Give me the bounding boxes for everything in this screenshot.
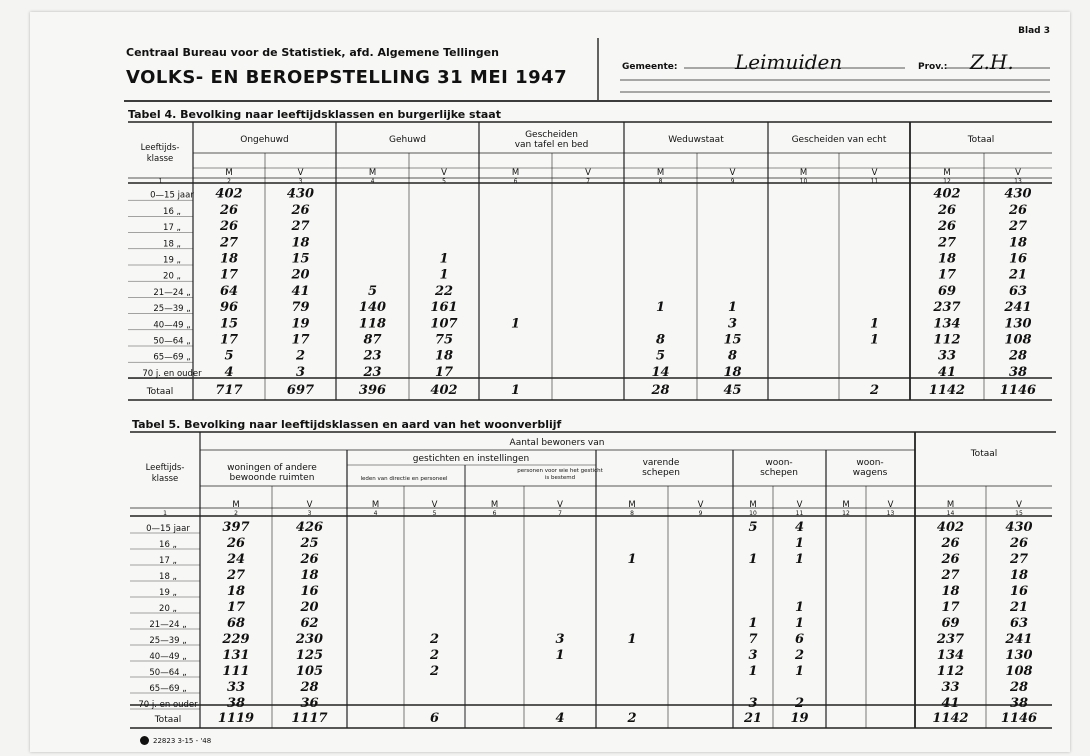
table4-mv-label: M [225,168,233,178]
table4-mv-label: M [368,168,377,178]
table4-column-number: 8 [658,178,663,185]
table5-cell: 430 [1005,520,1033,535]
print-code [140,736,211,745]
table5-cell: 1 [748,664,758,679]
table4-cell: 26 [219,202,239,218]
table5-cell: 63 [1009,616,1029,631]
table4-cell: 18 [291,235,310,251]
table4-cell: 17 [291,332,310,348]
table4-total-cell: 1 [510,383,521,398]
table5-group-header: schepen [760,468,798,478]
table4-age-header: Leeftijds- [140,143,180,153]
table5-column-number: 15 [1015,510,1023,517]
table5-cell: 26 [941,536,960,551]
table5-cell: 24 [226,552,246,567]
table5-age-label: 17 „ [159,556,177,566]
table4-cell: 1 [727,300,738,316]
table4-cell: 108 [1004,332,1032,348]
table4-cell: 18 [434,348,454,364]
table4-cell: 64 [219,283,239,299]
table4-cell: 22 [434,283,454,299]
table5-age-label: 21—24 „ [149,620,187,630]
table4-age-label: 70 j. en ouder [142,368,202,379]
table5-cell: 20 [300,600,319,615]
table5-cell: 69 [941,616,960,631]
table5-column-number: 14 [946,510,955,517]
table4-cell: 15 [723,332,742,348]
table4-cell: 402 [215,186,243,202]
table4-mv-label: M [943,168,951,178]
table4-mv-label: V [441,168,447,178]
table5-cell: 397 [222,520,250,535]
table4-cell: 118 [358,316,387,332]
table5-cell: 62 [300,616,319,631]
table5-age-label: 70 j. en ouder [138,700,198,710]
table5-cell: 3 [748,648,758,663]
table4-mv-label: M [511,168,520,178]
table5-column-number: 5 [432,510,437,517]
table5-cell: 38 [226,696,246,711]
table4-cell: 237 [933,300,961,316]
table4-cell: 27 [291,219,310,235]
table4-cell: 18 [937,251,957,267]
table5-cell: 1 [794,600,805,615]
table4-column-number: 9 [730,178,735,185]
table5-cell: 105 [295,664,324,679]
table5-subgroup-header: personen voor wie het gesticht [517,468,603,474]
table5-column-number: 1 [163,510,167,517]
table5-total-cell: 19 [790,711,809,726]
table4-total-cell: 697 [286,383,315,398]
table5-total-cell: 1142 [932,711,969,726]
table4-cell: 27 [219,235,239,251]
table4-cell: 18 [723,364,742,380]
table5-cell: 111 [222,664,250,679]
table5-age-label: 50—64 „ [149,668,187,678]
table4-group-header: Gescheiden [525,130,578,140]
table4-cell: 27 [1008,219,1028,235]
table5-age-label: 25—39 „ [149,636,187,646]
table5-mv-label: V [796,500,803,510]
table4-column-number: 7 [586,178,590,185]
table5-cell: 7 [748,632,758,647]
table4-column-number: 1 [158,178,163,185]
table4-mv-label: V [1015,168,1021,178]
table5-column-number: 3 [307,510,312,517]
table4-column-number: 6 [513,178,518,185]
table5-cell: 21 [1009,600,1029,615]
table5-group-header: gestichten en instellingen [412,454,530,464]
table4-cell: 96 [219,300,239,316]
print-code-text: 22823 3-15 - '48 [153,736,212,745]
table4-cell: 41 [291,283,310,299]
table5-total-label: Totaal [154,715,182,725]
table4-cell: 241 [1004,300,1032,316]
table4-cell: 20 [291,267,310,283]
table5-total-cell: 1119 [217,711,255,726]
table5-cell: 25 [300,536,319,551]
table5-subgroup-header: leden van directie en personeel [360,476,448,482]
table5-cell: 1 [794,536,805,551]
table5-cell: 3 [748,696,758,711]
table5-column-number: 6 [492,510,497,517]
table5-total-cell: 2 [627,711,637,726]
table4-cell: 1 [869,316,880,332]
table4-group-header: Weduwstaat [668,135,724,145]
form-drawing [30,12,1070,752]
table5-column-number: 10 [749,510,757,517]
table5-cell: 1 [794,664,805,679]
table4-group-header: Totaal [967,135,995,145]
table4-age-label: 20 „ [163,271,181,282]
table4-mv-label: M [799,168,808,178]
table5-cell: 33 [941,680,960,695]
table4-column-number: 11 [870,178,879,185]
table5-total-cell: 1146 [1000,711,1038,726]
province-value: Z.H. [970,50,1014,74]
table4-cell: 1 [439,267,449,283]
table4-age-label: 65—69 „ [153,352,191,363]
table5-mv-label: M [749,500,757,510]
table4-column-number: 2 [227,178,231,185]
form-title: VOLKS- EN BEROEPSTELLING 31 MEI 1947 [126,67,568,88]
table5-cell: 131 [222,648,250,663]
table4-cell: 161 [430,300,458,316]
table4-cell: 430 [286,186,315,202]
table5-column-number: 8 [630,510,634,517]
table5-cell: 18 [226,584,246,599]
table5-mv-label: V [306,500,313,510]
table4-total-cell: 28 [651,383,670,398]
province-label: Prov.: [918,62,948,72]
table5-cell: 1 [627,632,637,647]
sheet-number: Blad 3 [1018,26,1050,36]
table5-cell: 18 [941,584,960,599]
table5-group-header: wagens [852,468,888,478]
table5-cell: 426 [295,520,324,535]
table4-age-label: 0—15 jaar [150,190,194,201]
table5-group-header: woningen of andere [227,463,317,473]
table4-cell: 3 [295,364,306,380]
table5-column-number: 2 [234,510,238,517]
table4-cell: 26 [219,219,239,235]
table5-cell: 28 [300,680,319,695]
table5-mv-label: V [557,500,563,510]
table4-cell: 21 [1008,267,1028,283]
table5-total-cell: 6 [429,711,440,726]
table4-group-header: Gescheiden van echt [791,135,887,145]
table4-age-label: 16 „ [163,206,181,217]
table5-mv-label: V [1016,500,1022,510]
table4-cell: 15 [219,316,239,332]
table4-mv-label: V [871,168,878,178]
table5-cell: 41 [941,696,960,711]
table5-cell: 6 [794,632,805,647]
table5-super-header: Aantal bewoners van [509,438,605,448]
table4-age-label: 21—24 „ [153,287,191,298]
table5-age-header: Leeftijds- [145,463,185,473]
table5-cell: 5 [748,520,758,535]
table4-total-cell: 1146 [999,383,1037,398]
table5-cell: 2 [429,648,440,663]
table4-cell: 18 [219,251,239,267]
table5-mv-label: M [371,500,380,510]
table5-age-header: klasse [151,474,179,484]
table5-cell: 38 [1009,696,1029,711]
table5-cell: 134 [936,648,965,663]
table5-column-number: 9 [698,510,703,517]
table4-group-header: Ongehuwd [240,135,289,145]
table5-mv-label: M [628,500,636,510]
table4-cell: 8 [655,332,666,348]
table5-mv-label: M [490,500,499,510]
table4-mv-label: V [297,168,304,178]
table4-column-number: 12 [943,178,951,185]
table5-age-label: 65—69 „ [149,684,187,694]
table5-cell: 1 [627,552,637,567]
table5-mv-label: V [697,500,704,510]
table4-cell: 5 [224,348,234,364]
table4-age-label: 25—39 „ [153,304,191,315]
table4-total-cell: 45 [723,383,742,398]
table4-column-number: 10 [799,178,808,185]
table4-age-label: 19 „ [163,255,181,266]
table5-cell: 237 [936,632,965,647]
table4-cell: 26 [937,202,957,218]
table4-group-header: Gehuwd [389,135,426,145]
table5-total-cell: 21 [743,711,763,726]
table5-title: Tabel 5. Bevolking naar leeftijdsklassen en aard van het woonverblijf [132,418,562,431]
table4-cell: 26 [291,202,310,218]
table4-cell: 38 [1008,364,1028,380]
table5-mv-label: M [842,500,850,510]
table5-total-cell: 1117 [291,711,328,726]
table4-cell: 17 [219,267,239,283]
table4-cell: 75 [434,332,454,348]
table4-age-label: 18 „ [163,239,181,250]
table5-cell: 28 [1009,680,1029,695]
table5-column-number: 7 [558,510,562,517]
table5-cell: 33 [226,680,246,695]
table5-column-number: 4 [373,510,378,517]
table5-mv-label: M [946,500,955,510]
table4-cell: 1 [655,300,666,316]
table5-cell: 26 [300,552,319,567]
table4-cell: 5 [367,283,378,299]
table5-cell: 112 [936,664,965,679]
table5-cell: 27 [941,568,960,583]
table4-cell: 33 [937,348,957,364]
table4-total-cell: 402 [430,383,458,398]
table5-subgroup-header: is bestemd [544,475,576,481]
table4-total-label: Totaal [146,387,174,397]
table5-cell: 125 [295,648,324,663]
table5-cell: 26 [226,536,246,551]
table5-mv-label: V [887,500,894,510]
table5-cell: 27 [226,568,246,583]
table4-age-header: klasse [146,154,174,164]
table5-cell: 16 [1009,584,1029,599]
table4-cell: 1 [510,316,521,332]
table4-cell: 5 [655,348,666,364]
table4-cell: 23 [363,348,382,364]
table4-cell: 2 [295,348,306,364]
table5-total-cell: 4 [555,711,565,726]
table5-age-label: 20 „ [159,604,177,614]
table5-group-header: Totaal [970,449,998,459]
table5-cell: 1 [748,552,758,567]
table4-cell: 17 [434,364,454,380]
table4-age-label: 50—64 „ [153,336,191,347]
gemeente-label: Gemeente: [622,62,678,72]
table5-age-label: 16 „ [159,540,177,550]
table4-cell: 430 [1004,186,1032,202]
table4-cell: 23 [363,364,382,380]
table4-cell: 8 [727,348,738,364]
table5-cell: 4 [794,520,805,535]
table5-age-label: 0—15 jaar [146,524,190,534]
table5-cell: 36 [300,696,319,711]
table5-cell: 18 [1009,568,1029,583]
table4-cell: 16 [1008,251,1028,267]
table4-age-label: 17 „ [163,223,181,234]
table4-cell: 1 [869,332,880,348]
table4-cell: 14 [651,364,670,380]
cbs-logo-icon [140,736,149,745]
table4-group-header: van tafel en bed [514,140,589,150]
table5-cell: 3 [555,632,565,647]
table5-cell: 229 [222,632,250,647]
table4-mv-label: V [729,168,736,178]
table4-cell: 17 [937,267,957,283]
table5-cell: 16 [300,584,319,599]
table4-cell: 15 [291,251,310,267]
table5-cell: 130 [1005,648,1033,663]
table5-cell: 241 [1005,632,1033,647]
table4-total-cell: 717 [215,383,243,398]
table5-cell: 17 [226,600,246,615]
table5-cell: 230 [295,632,324,647]
table4-total-cell: 1142 [928,383,966,398]
gemeente-value: Leimuiden [735,50,843,74]
table5-cell: 2 [794,696,805,711]
table5-cell: 26 [941,552,960,567]
table5-cell: 1 [555,648,565,663]
table4-cell: 3 [727,316,738,332]
table5-group-header: woon- [856,458,884,468]
table4-cell: 402 [933,186,961,202]
table5-cell: 17 [941,600,960,615]
table4-cell: 134 [933,316,961,332]
table5-group-header: bewoonde ruimten [229,473,315,483]
table4-cell: 140 [358,300,387,316]
table4-total-cell: 2 [869,383,880,398]
table5-cell: 26 [1009,536,1029,551]
table5-cell: 108 [1005,664,1033,679]
table5-cell: 1 [794,616,805,631]
table5-age-label: 18 „ [159,572,177,582]
table4-cell: 17 [219,332,239,348]
table4-cell: 87 [363,332,382,348]
table4-mv-label: M [656,168,665,178]
table5-cell: 2 [429,664,440,679]
table4-cell: 18 [1008,235,1028,251]
table4-cell: 107 [430,316,458,332]
table5-cell: 1 [794,552,805,567]
table4-cell: 63 [1008,283,1028,299]
table4-cell: 79 [291,300,310,316]
table4-title: Tabel 4. Bevolking naar leeftijdsklassen en burgerlijke staat [128,108,501,121]
table5-cell: 2 [429,632,440,647]
table5-column-number: 13 [886,510,895,517]
table5-cell: 18 [300,568,319,583]
table4-column-number: 4 [370,178,375,185]
table4-cell: 130 [1004,316,1032,332]
table4-cell: 19 [291,316,310,332]
table4-cell: 26 [1008,202,1028,218]
table4-cell: 41 [937,364,957,380]
table5-cell: 27 [1009,552,1029,567]
table4-column-number: 5 [442,178,446,185]
table5-cell: 402 [936,520,965,535]
table5-group-header: schepen [642,468,680,478]
bureau-name: Centraal Bureau voor de Statistiek, afd. Algemene Tellingen [126,46,499,59]
table4-cell: 69 [937,283,957,299]
table5-group-header: woon- [765,458,793,468]
table5-column-number: 11 [795,510,804,517]
table5-mv-label: M [232,500,240,510]
table4-cell: 28 [1008,348,1028,364]
table4-mv-label: V [585,168,591,178]
table4-cell: 27 [937,235,957,251]
table4-cell: 4 [224,364,234,380]
table5-cell: 1 [748,616,758,631]
census-form-sheet [30,12,1070,752]
table4-total-cell: 396 [358,383,387,398]
table4-cell: 1 [439,251,449,267]
table5-cell: 2 [794,648,805,663]
table5-mv-label: V [431,500,438,510]
table4-cell: 112 [933,332,961,348]
table4-age-label: 40—49 „ [153,320,191,331]
table5-age-label: 40—49 „ [149,652,187,662]
table5-group-header: varende [642,458,680,468]
table5-cell: 68 [226,616,246,631]
table5-age-label: 19 „ [159,588,177,598]
table4-cell: 26 [937,219,957,235]
table4-column-number: 13 [1014,178,1022,185]
table5-column-number: 12 [842,510,850,517]
table4-column-number: 3 [298,178,303,185]
